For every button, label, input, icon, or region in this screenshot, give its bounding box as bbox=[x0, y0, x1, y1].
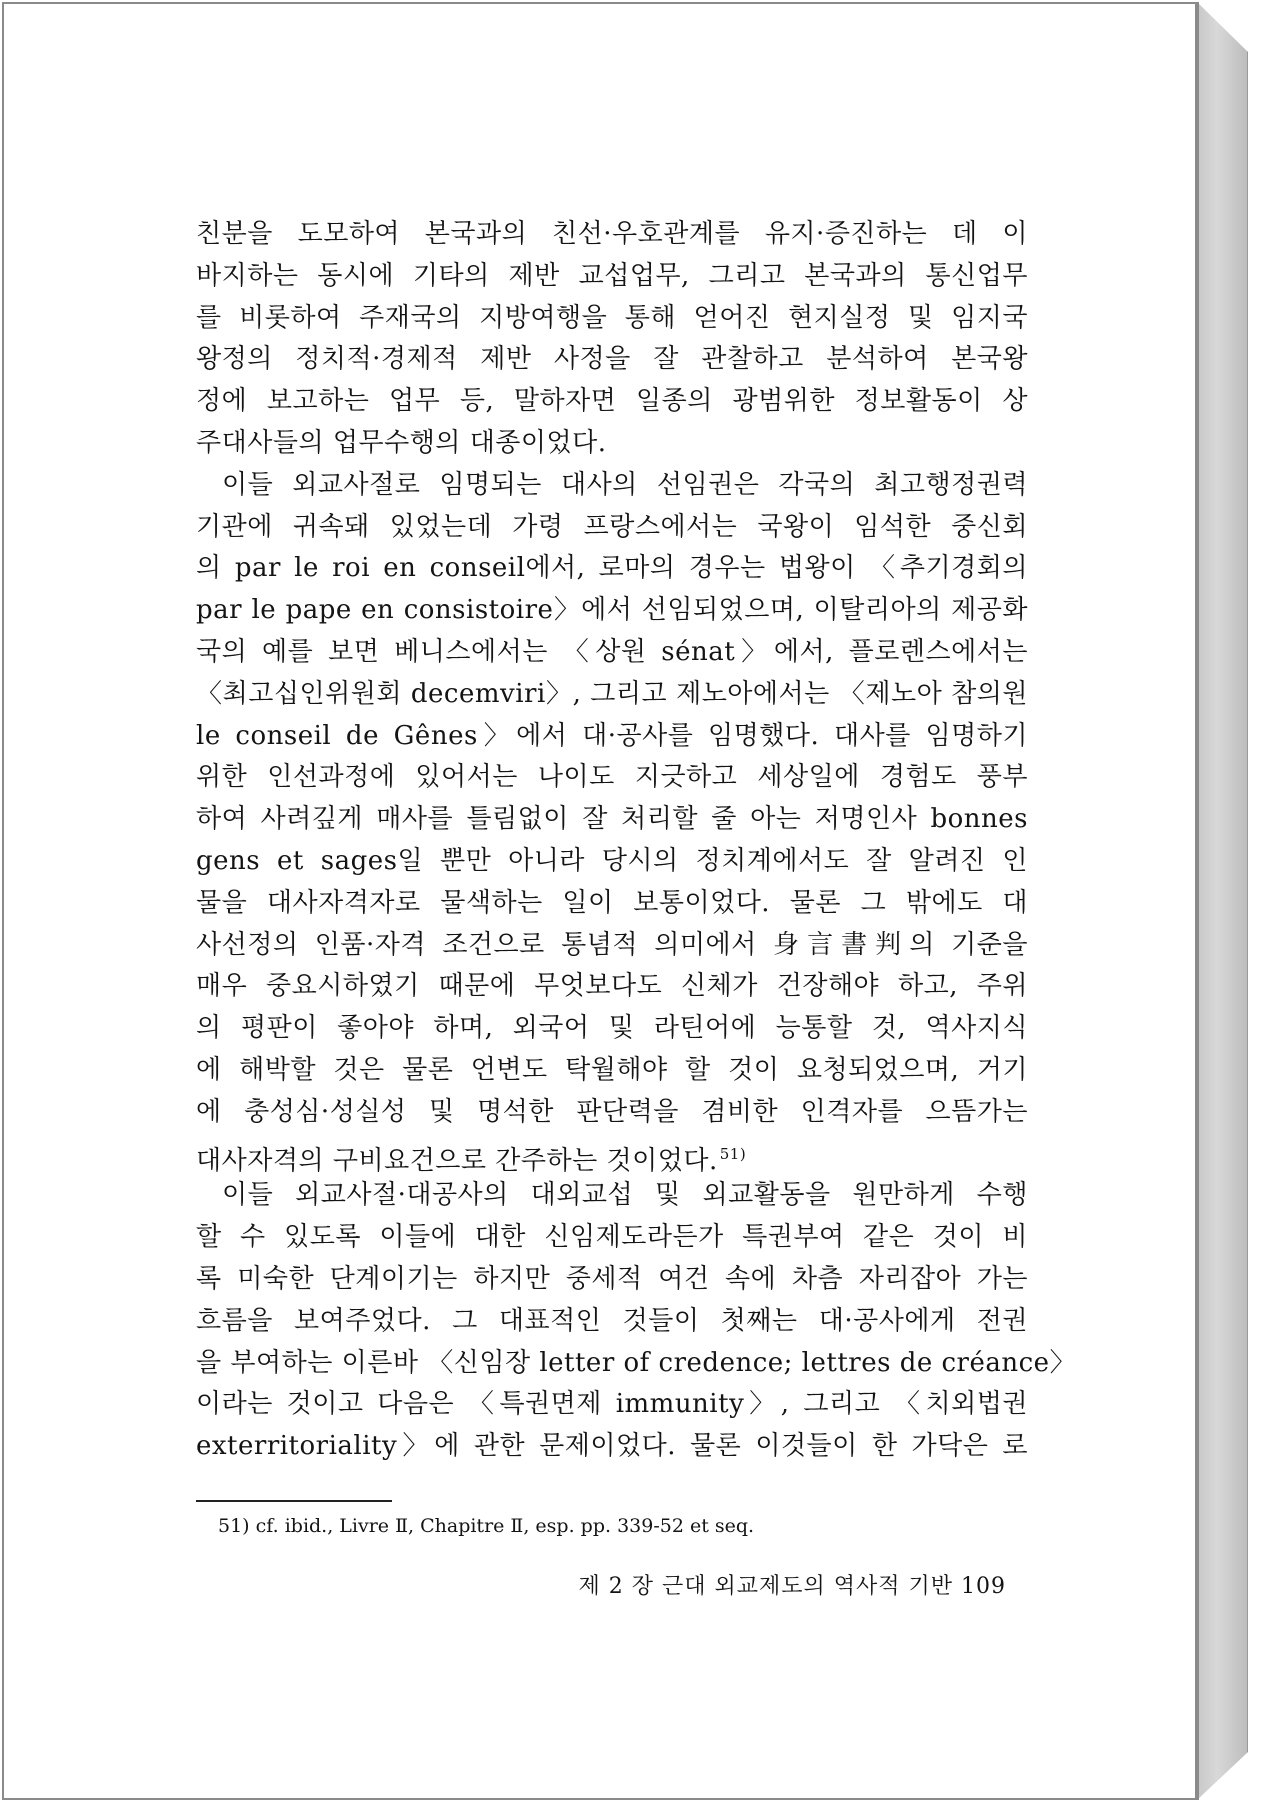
text-line: 왕정의 정치적·경제적 제반 사정을 잘 관찰하고 분석하여 본국왕 bbox=[196, 344, 1028, 375]
text-line: 기관에 귀속돼 있었는데 가령 프랑스에서는 국왕이 임석한 중신회 bbox=[196, 511, 1028, 542]
text-line: 친분을 도모하여 본국과의 친선·우호관계를 유지·증진하는 데 이 bbox=[196, 219, 1028, 249]
page-stack-edge bbox=[1197, 2, 1248, 1800]
text-line: 록 미숙한 단계이기는 하지만 중세적 여건 속에 차츰 자리잡아 가는 bbox=[196, 1263, 1028, 1294]
text-line: 할 수 있도록 이들에 대한 신임제도라든가 특권부여 같은 것이 비 bbox=[196, 1222, 1028, 1253]
text-line: 매우 중요시하였기 때문에 무엇보다도 신체가 건장해야 하고, 주위 bbox=[196, 971, 1028, 1002]
text-line: 〈최고십인위원회 decemviri〉, 그리고 제노아에서는 〈제노아 참의원 bbox=[196, 678, 1028, 709]
footnote: 51) cf. ibid., Livre Ⅱ, Chapitre Ⅱ, esp. pp. 339-52 et seq. bbox=[218, 1515, 755, 1537]
body-text bbox=[196, 214, 1077, 1468]
footnote-rule bbox=[196, 1500, 392, 1502]
text-line: exterritoriality〉에 관한 문제이었다. 물론 이것들이 한 가닥은 로 bbox=[196, 1431, 1028, 1462]
text-line: 정에 보고하는 업무 등, 말하자면 일종의 광범위한 정보활동이 상 bbox=[196, 386, 1028, 417]
text-line: 에 해박할 것은 물론 언변도 탁월해야 할 것이 요청되었으며, 거기 bbox=[196, 1054, 1028, 1085]
text-line-content: 대사자격의 구비요건으로 간주하는 것이었다. bbox=[196, 1145, 718, 1176]
text-line bbox=[196, 1134, 1028, 1176]
text-line: 흐름을 보여주었다. 그 대표적인 것들이 첫째는 대·공사에게 전권 bbox=[196, 1305, 1028, 1336]
text-line: 주대사들의 업무수행의 대종이었다. bbox=[196, 427, 607, 458]
text-line: 의 평판이 좋아야 하며, 외국어 및 라틴어에 능통할 것, 역사지식 bbox=[196, 1013, 1028, 1044]
running-footer: 제 2 장 근대 외교제도의 역사적 기반 109 bbox=[578, 1574, 1006, 1599]
text-line: 이라는 것이고 다음은 〈특권면제 immunity〉, 그리고 〈치외법권 bbox=[196, 1389, 1028, 1420]
text-line: 위한 인선과정에 있어서는 나이도 지긋하고 세상일에 경험도 풍부 bbox=[196, 762, 1028, 793]
footnote-reference: 51) bbox=[719, 1144, 747, 1163]
text-line: gens et sages일 뿐만 아니라 당시의 정치계에서도 잘 알려진 인 bbox=[196, 845, 1028, 876]
text-line: 를 비롯하여 주재국의 지방여행을 통해 얻어진 현지실정 및 임지국 bbox=[196, 302, 1028, 333]
text-line: 물을 대사자격자로 물색하는 일이 보통이었다. 물론 그 밖에도 대 bbox=[196, 887, 1028, 918]
text-line: 국의 예를 보면 베니스에서는 〈상원 sénat〉에서, 플로렌스에서는 bbox=[196, 636, 1028, 667]
text-line: 하여 사려깊게 매사를 틀림없이 잘 처리할 줄 아는 저명인사 bonnes bbox=[196, 804, 1028, 835]
text-line: 의 par le roi en conseil에서, 로마의 경우는 법왕이 〈추기경회의 bbox=[196, 553, 1028, 584]
text-line: 이들 외교사절·대공사의 대외교섭 및 외교활동을 원만하게 수행 bbox=[222, 1180, 1028, 1211]
text-line: le conseil de Gênes〉에서 대·공사를 임명했다. 대사를 임명하기 bbox=[196, 720, 1028, 751]
text-line: 바지하는 동시에 기타의 제반 교섭업무, 그리고 본국과의 통신업무 bbox=[196, 260, 1028, 291]
text-line: 이들 외교사절로 임명되는 대사의 선임권은 각국의 최고행정권력 bbox=[222, 469, 1028, 500]
page-edge-line bbox=[1197, 2, 1199, 1800]
text-line: 을 부여하는 이른바 〈신임장 letter of credence; lettres de créance〉 bbox=[196, 1347, 1077, 1378]
text-line: 사선정의 인품·자격 조건으로 통념적 의미에서 身言書判의 기준을 bbox=[196, 929, 1028, 960]
text-line: par le pape en consistoire〉에서 선임되었으며, 이탈리아의 제공화 bbox=[196, 595, 1028, 626]
text-line: 에 충성심·성실성 및 명석한 판단력을 겸비한 인격자를 으뜸가는 bbox=[196, 1096, 1028, 1127]
